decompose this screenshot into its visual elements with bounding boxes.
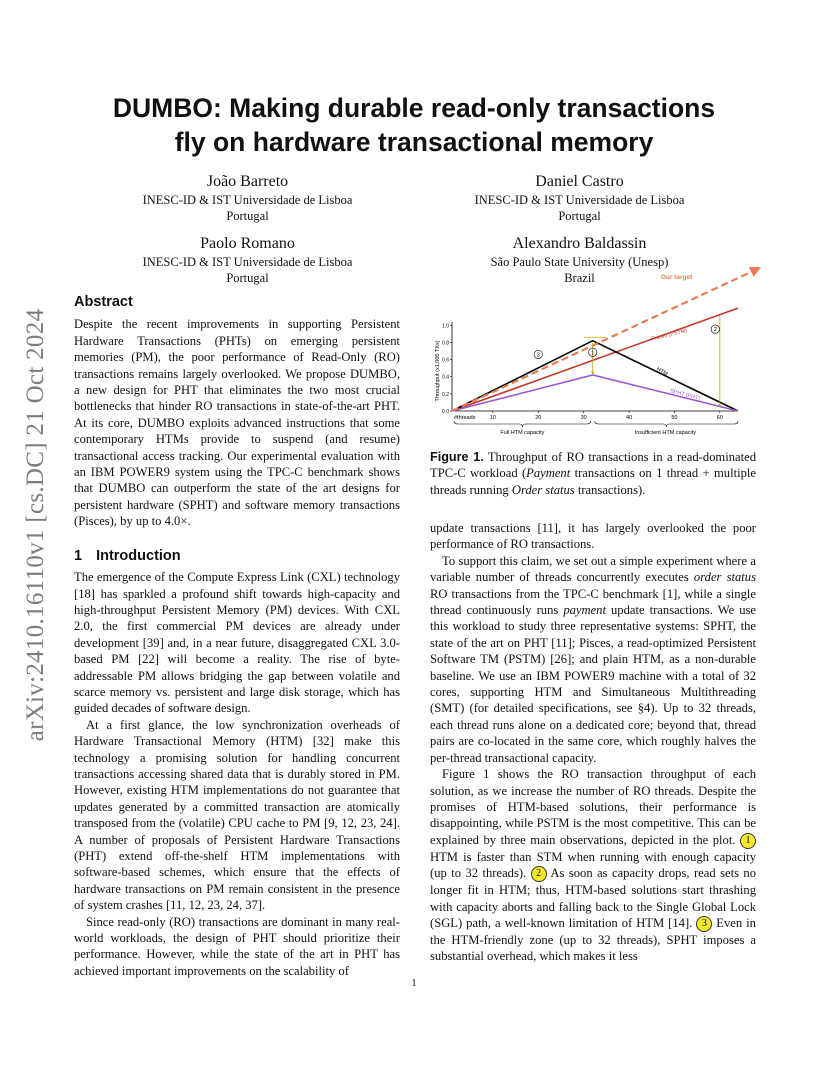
- paragraph-text: To support this claim, we set out a simple experiment where a variable number of threads concurrently executes: [430, 553, 756, 585]
- arxiv-stamp: [20, 290, 52, 760]
- caption-text: transactions on 1 thread + multiple threads running: [430, 466, 756, 497]
- arxiv-identifier: arXiv:2410.16110v1 [cs.DC] 21 Oct 2024: [22, 308, 49, 742]
- x-tick-label: 10: [489, 415, 496, 421]
- paragraph: [430, 553, 756, 766]
- section-heading: [74, 548, 400, 564]
- author-name: Daniel Castro: [535, 173, 624, 190]
- paragraph: [430, 766, 756, 965]
- y-tick-label: 0.4: [442, 374, 449, 381]
- author-block: [130, 234, 365, 286]
- series-label: Pisces (PSTM): [650, 327, 688, 343]
- right-column: [430, 520, 756, 965]
- author-country: Brazil: [564, 271, 595, 285]
- paragraph-text: update transactions. We use this workload to study three representative systems: SPHT, the state of the art on PHT [11]; Pisces, a read-optimized Persistent Software TM (PSTM) [26]; and plain HTM, as a non-durable baseline. We use an IBM POWER9 machine with a total of 32 cores, supporting HTM and Simultaneous Multithreading (SMT) (for detailed specifications, see §4). Up to 32 threads, each thread runs alone on a dedicated core; beyond that, thread pairs are co-located in the same core, which roughly halves the per-thread transactional capacity.: [430, 603, 756, 765]
- author-affiliation: INESC-ID & IST Universidade de Lisboa: [142, 193, 353, 207]
- series-line: [452, 375, 738, 411]
- y-tick-label: 0.0: [442, 409, 449, 415]
- x-tick-label: 20: [535, 415, 542, 421]
- author-name: João Barreto: [206, 173, 289, 190]
- author-block: [462, 172, 697, 224]
- figure-label: Figure 1.: [430, 450, 484, 464]
- range-label: Full HTM capacity: [500, 430, 545, 436]
- x-tick-label: 40: [625, 415, 633, 421]
- series-label: HTM: [655, 366, 669, 378]
- paragraph-text: HTM is faster than STM when running with enough capacity (up to 32 threads).: [430, 849, 756, 881]
- caption-text: Throughput of RO transactions in a read-dominated TPC-C workload (: [430, 450, 757, 481]
- caption-emphasis: Payment: [526, 466, 571, 481]
- author-name: Paolo Romano: [200, 235, 295, 252]
- y-tick-label: 0.8: [442, 340, 449, 347]
- paragraph-text: As soon as capacity drops, read sets no longer fit in HTM; thus, HTM-based solutions start thrashing with capacity aborts and falling back to the Single Global Lock (SGL) path, a well-known limitation of HTM [14].: [430, 866, 756, 930]
- author-country: Portugal: [558, 209, 601, 223]
- abstract-text: Despite the recent improvements in supporting Persistent Hardware Transactions (PHTs) on emerging persistent memories (PM), the poor performance of Read-Only (RO) transactions remains largely overlooked. We propose DUMBO, a new design for PHT that eliminates the two most crucial bottlenecks that hinder RO transactions in state-of-the-art PHT. At its core, DUMBO exploits advanced instructions that some contemporary HTMs provide to suspend (and resume) transactional access tracking. Our experimental evaluation with an IBM POWER9 system using the TPC-C benchmark shows that DUMBO can outperform the state of the art designs for persistent hardware (SPHT) and software memory transactions (Pisces), by up to 4.0×.: [74, 317, 400, 529]
- author-affiliation: São Paulo State University (Unesp): [490, 255, 669, 269]
- paragraph-text: RO transactions from the TPC-C benchmark [1], while a single thread continuously runs: [430, 586, 756, 618]
- paragraph: Since read-only (RO) transactions are dominant in many real-world workloads, the design of PHT should prioritize their performance. However, while the state of the art in PHT has achieved important improvements on the scalability of: [74, 914, 400, 978]
- y-tick-label: 0.2: [442, 391, 449, 398]
- caption-emphasis: Order status: [511, 482, 575, 497]
- page-number: 1: [411, 977, 417, 989]
- observation-marker: 2: [531, 866, 547, 882]
- section-number: 1: [74, 547, 83, 564]
- author-country: Portugal: [226, 271, 269, 285]
- figure-caption: [430, 449, 756, 498]
- paragraph: At a first glance, the low synchronization overheads of Hardware Transactional Memory (HTM) [32] make this technology a promising solution for handling concurrent transactions accessing shared data that is durably stored in PM. However, existing HTM implementations do not guarantee that updates generated by a committed transaction are atomically transposed from the (volatile) CPU cache to PM [9, 12, 23, 24]. A number of proposals of Persistent Hardware Transactions (PHT) extend off-the-shelf HTM implementations with software-based schemes, which ensure that the effects of hardware transactions on PM remain consistent in the presence of system crashes [11, 12, 23, 24, 37].: [74, 717, 400, 913]
- paragraph-text: Even in the HTM-friendly zone (up to 32 threads), SPHT imposes a substantial overhead, which makes it less: [430, 915, 756, 964]
- insufficient-capacity-brace: [595, 421, 738, 427]
- series-label: SPHT (PHT): [669, 388, 701, 403]
- author-name: Alexandro Baldassin: [512, 235, 647, 252]
- paragraph: update transactions [11], it has largely overlooked the poor performance of RO transactions.: [430, 521, 756, 552]
- observation-marker-label: 2: [713, 327, 717, 334]
- observation-marker: 3: [696, 916, 712, 932]
- abstract-heading: Abstract: [74, 294, 133, 310]
- y-tick-label: 1.0: [442, 323, 449, 330]
- caption-text: transactions).: [574, 482, 646, 497]
- title-line: fly on hardware transactional memory: [174, 127, 654, 157]
- title-line: DUMBO: Making durable read-only transactions: [112, 93, 716, 123]
- y-tick-label: 0.6: [442, 357, 449, 364]
- observation-marker-label: 3: [536, 352, 540, 359]
- paragraph: The emergence of the Compute Express Link (CXL) technology [18] has sparkled a profound shift towards high-capacity and high-throughput Persistent Memory (PM) devices. With CXL 2.0, the first commercial PM devices are already under development [39] and, in a near future, disaggregated CXL 3.0-based PM [22] will become a reality. The rise of byte-addressable PM allows bridging the gap between volatile and scarce memory vs. persistent and large disk storage, which has guided decades of software design.: [74, 570, 400, 716]
- paper-title: [60, 91, 768, 159]
- author-country: Portugal: [226, 209, 269, 223]
- series-label: Our target: [660, 274, 693, 281]
- x-tick-label: 60: [716, 415, 723, 421]
- paragraph-text: Figure 1 shows the RO transaction throughput of each solution, as we increase the number of RO threads. Despite the promises of HTM-based solutions, their performance is disappointing, while PSTM is the most competitive. This can be explained by three main observations, depicted in the plot.: [430, 767, 756, 847]
- author-affiliation: INESC-ID & IST Universidade de Lisboa: [142, 255, 353, 269]
- observation-marker: 1: [740, 833, 756, 849]
- author-block: [130, 172, 365, 224]
- emphasis: payment: [563, 603, 606, 618]
- section-title: Introduction: [96, 547, 181, 564]
- left-column: [74, 294, 400, 979]
- emphasis: order status: [693, 570, 757, 585]
- series-line: [452, 270, 756, 411]
- x-tick-label: 50: [671, 415, 678, 421]
- author-affiliation: INESC-ID & IST Universidade de Lisboa: [474, 193, 685, 207]
- observation-marker-label: 1: [591, 350, 595, 357]
- x-tick-label: 30: [580, 415, 587, 421]
- y-axis-label: Throughput (x1,000 TXs): [435, 340, 441, 402]
- full-capacity-brace: [454, 421, 591, 427]
- x-axis-label: #threads: [454, 415, 476, 421]
- range-label: Insufficient HTM capacity: [634, 430, 697, 436]
